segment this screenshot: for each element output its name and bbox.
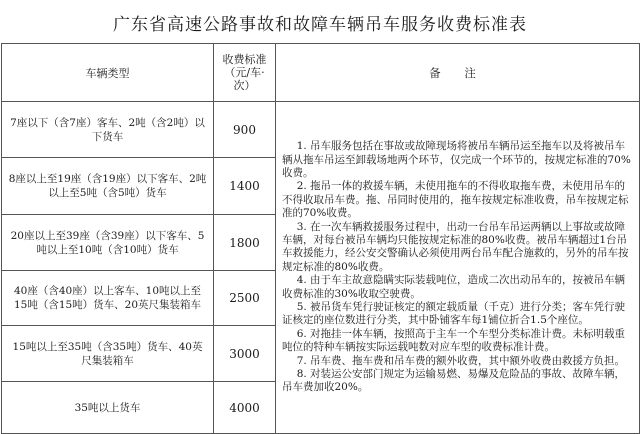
note-item: 6. 对拖挂一体车辆，按照高于主车一个车型分类标准计费。未标明载重吨位的特种车辆按实际运载吨数对应车型的收费标准计费。 bbox=[282, 327, 626, 354]
notes-cell bbox=[276, 102, 640, 434]
header-fee-standard: 收费标准（元/车·次） bbox=[214, 44, 276, 102]
vehicle-type-cell: 8座以上至19座（含19座）以下客车、2吨以上至5吨（含5吨）货车 bbox=[2, 158, 214, 215]
fee-cell: 4000 bbox=[214, 382, 276, 434]
vehicle-type-cell: 20座以上至39座（含39座）以下客车、5吨以上至10吨（含10吨）货车 bbox=[2, 215, 214, 271]
table-row bbox=[2, 102, 640, 158]
fee-table bbox=[1, 43, 640, 434]
vehicle-type-cell: 7座以下（含7座）客车、2吨（含2吨）以下货车 bbox=[2, 102, 214, 158]
document-title: 广东省高速公路事故和故障车辆吊车服务收费标准表 bbox=[113, 14, 527, 35]
note-item: 8. 对装运公安部门规定为运输易燃、易爆及危险品的事故、故障车辆，吊车费加收20%。 bbox=[282, 368, 626, 394]
fee-cell: 900 bbox=[214, 102, 276, 158]
fee-cell: 3000 bbox=[214, 326, 276, 382]
table-header-row bbox=[2, 44, 640, 102]
note-item: 7. 吊车费、拖车费和吊车费的额外收费，其中额外收费由救援方负担。 bbox=[296, 354, 626, 367]
vehicle-type-cell: 35吨以上货车 bbox=[2, 382, 214, 434]
note-item: 1. 吊车服务包括在事故或故障现场将被吊车辆吊运至拖车以及将被吊车辆从拖车吊运至卸载场地两个环节，仅完成一个环节的，按规定标准的70%收费。 bbox=[282, 140, 631, 179]
header-vehicle-type: 车辆类型 bbox=[2, 44, 214, 102]
vehicle-type-cell: 40座（含40座）以上客车、10吨以上至15吨（含15吨）货车、20英尺集装箱车 bbox=[2, 271, 214, 326]
note-item: 5. 被吊货车凭行驶证核定的额定载质量（千克）进行分类；客车凭行驶证核定的座位数进行分类，其中卧铺客车每1铺位折合1.5个座位。 bbox=[282, 301, 626, 327]
fee-cell: 1800 bbox=[214, 215, 276, 271]
header-notes: 备 注 bbox=[276, 44, 640, 102]
fee-cell: 1400 bbox=[214, 158, 276, 215]
note-item: 2. 拖吊一体的救援车辆，未使用拖车的不得收取拖车费，未使用吊车的不得收取吊车费。拖、吊同时使用的，拖车按规定标准收费，吊车按规定标准的70%收费。 bbox=[282, 180, 629, 220]
note-item: 3. 在一次车辆救援服务过程中，出动一台吊车吊运两辆以上事故或故障车辆，对每台被吊车辆均只能按规定标准的80%收费。被吊车辆超过1台吊车救援能力，经公安交警确认必须使用两台吊车配合施救的，另外的吊车按规定标准的80%收费。 bbox=[282, 220, 629, 273]
note-item: 4. 由于车主故意隐瞒实际装载吨位，造成二次出动吊车的，按被吊车辆收费标准的30%收取空驶费。 bbox=[282, 274, 626, 300]
fee-cell: 2500 bbox=[214, 271, 276, 326]
vehicle-type-cell: 15吨以上至35吨（含35吨）货车、40英尺集装箱车 bbox=[2, 326, 214, 382]
